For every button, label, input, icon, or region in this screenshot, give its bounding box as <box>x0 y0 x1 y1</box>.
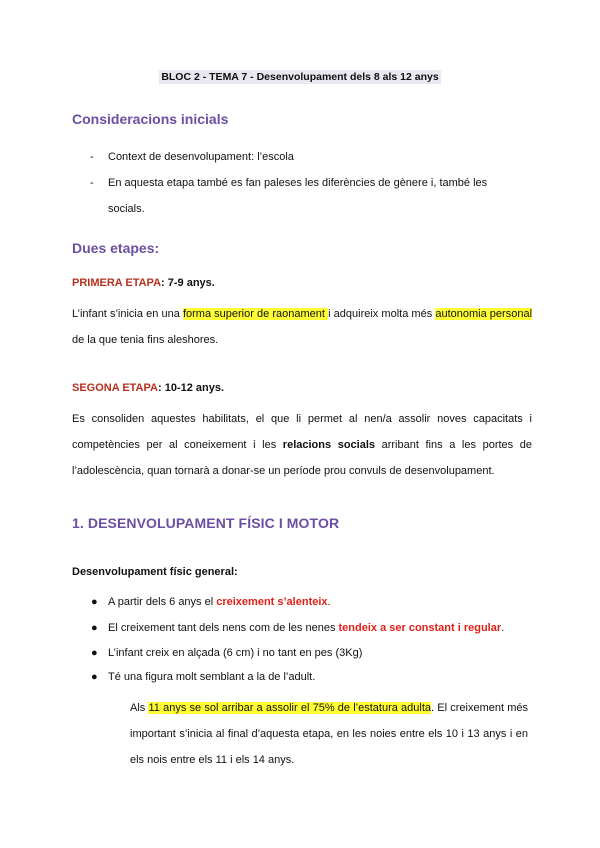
bullet-marker: ● <box>91 596 98 608</box>
indented-paragraph <box>130 695 528 773</box>
bullet-item-4: Té una figura molt semblant a la de l’adult. <box>108 671 316 683</box>
stage1-text-c: de la que tenia fins aleshores. <box>72 334 219 346</box>
heading-dues-etapes: Dues etapes: <box>72 240 160 256</box>
stage2-heading <box>72 382 224 394</box>
bullet-item-1 <box>108 596 331 608</box>
stage2-bold-text: relacions socials <box>282 439 375 451</box>
bullet-1-emphasis: creixement s’alenteix <box>216 596 328 608</box>
bullet-marker: ● <box>91 647 98 659</box>
stage1-paragraph <box>72 301 532 353</box>
stage1-highlight-1: forma superior de raonament <box>182 308 329 320</box>
stage2-label: SEGONA ETAPA <box>72 382 158 394</box>
indent-text-a: Als <box>130 702 149 714</box>
stage1-text-a: L’infant s’inicia en una <box>72 308 183 320</box>
stage2-paragraph <box>72 406 532 484</box>
indent-highlight: 11 anys se sol arribar a assolir el 75% de l’estatura adulta <box>148 702 432 714</box>
bullet-item-3: L’infant creix en alçada (6 cm) i no tant en pes (3Kg) <box>108 647 363 659</box>
bullet-2-text: El creixement tant dels nens com de les nenes <box>108 622 339 634</box>
bullet-marker: ● <box>91 671 98 683</box>
dash-marker: - <box>90 151 94 163</box>
indent-text-b: . El creixement més important s’inicia al final d’aquesta etapa, en les noies entre els 10 i 13 anys i en els nois entre els 11 i els 14 anys. <box>130 702 528 766</box>
bullet-2-end: . <box>501 622 505 634</box>
document-title <box>0 71 600 83</box>
stage1-range: : 7-9 anys. <box>161 277 215 289</box>
bullet-marker: ● <box>91 622 98 634</box>
stage1-label: PRIMERA ETAPA <box>72 277 162 289</box>
subheading-fisic-general: Desenvolupament físic general: <box>72 566 238 578</box>
heading-desenvolupament-fisic: 1. DESENVOLUPAMENT FÍSIC I MOTOR <box>72 515 340 531</box>
list-item: Context de desenvolupament: l’escola <box>108 151 294 163</box>
heading-consideracions: Consideracions inicials <box>72 111 229 127</box>
stage2-range: : 10-12 anys. <box>157 382 225 394</box>
stage1-heading <box>72 277 215 289</box>
bullet-1-end: . <box>327 596 331 608</box>
document-title-text: BLOC 2 - TEMA 7 - Desenvolupament dels 8 als 12 anys <box>161 71 439 83</box>
stage1-highlight-2: autonomia personal <box>435 308 533 320</box>
stage1-text-b: i adquireix molta més <box>328 308 436 320</box>
list-item: En aquesta etapa també es fan paleses les diferències de gènere i, també les socials. <box>108 177 488 215</box>
bullet-2-emphasis: tendeix a ser constant i regular <box>338 622 502 634</box>
stage2-text-a: Es consoliden aquestes habilitats, el que li permet al nen/a assolir noves capacitats i competències per al coneixement i les <box>72 413 532 451</box>
dash-marker: - <box>90 177 94 189</box>
bullet-1-text: A partir dels 6 anys el <box>108 596 217 608</box>
bullet-item-2 <box>108 622 504 634</box>
stage2-text-b: arribant fins a les portes de l’adolescència, quan tornarà a donar-se un període prou convuls de desenvolupament. <box>72 439 532 477</box>
